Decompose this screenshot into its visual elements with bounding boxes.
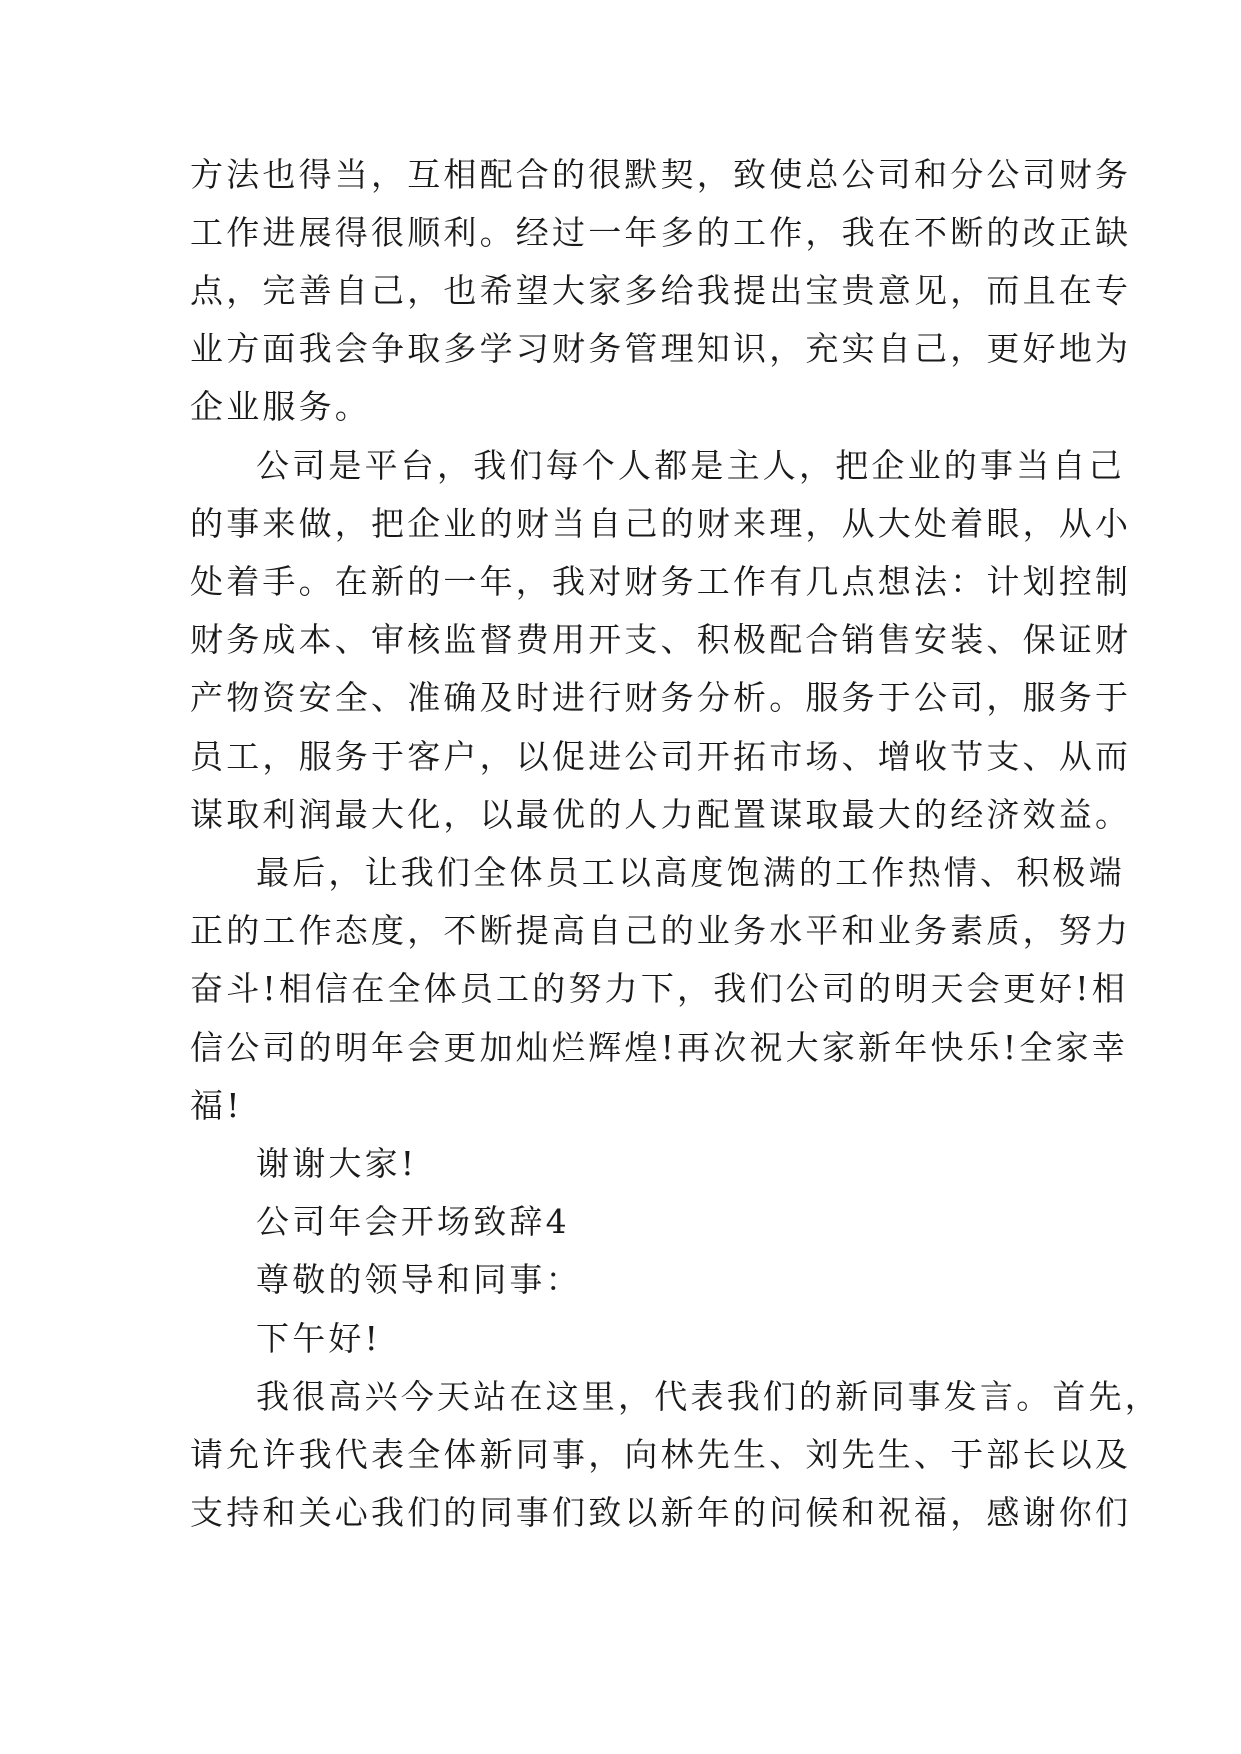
section-title: 公司年会开场致辞4 (256, 1202, 570, 1241)
text-line: 正的工作态度，不断提高自己的业务水平和业务素质，努力 (190, 911, 1132, 950)
text-line: 业方面我会争取多学习财务管理知识，充实自己，更好地为 (190, 329, 1132, 368)
paragraph-first-line: 最后，让我们全体员工以高度饱满的工作热情、积极端 (256, 853, 1125, 892)
text-line: 企业服务。 (190, 387, 371, 426)
text-line: 请允许我代表全体新同事，向林先生、刘先生、于部长以及 (190, 1435, 1132, 1474)
thanks-line: 谢谢大家! (256, 1144, 418, 1183)
text-line: 处着手。在新的一年，我对财务工作有几点想法：计划控制 (190, 562, 1132, 601)
text-line: 奋斗!相信在全体员工的努力下，我们公司的明天会更好!相 (190, 969, 1128, 1008)
text-line: 产物资安全、准确及时进行财务分析。服务于公司，服务于 (190, 678, 1132, 717)
text-line: 支持和关心我们的同事们致以新年的问候和祝福，感谢你们 (190, 1493, 1132, 1532)
text-line: 福! (190, 1086, 243, 1125)
greeting: 下午好! (256, 1319, 382, 1358)
paragraph-first-line: 公司是平台，我们每个人都是主人，把企业的事当自己 (256, 446, 1125, 485)
text-line: 财务成本、审核监督费用开支、积极配合销售安装、保证财 (190, 620, 1132, 659)
text-line: 谋取利润最大化，以最优的人力配置谋取最大的经济效益。 (190, 795, 1132, 834)
text-line: 的事来做，把企业的财当自己的财来理，从大处着眼，从小 (190, 504, 1132, 543)
text-line: 信公司的明年会更加灿烂辉煌!再次祝大家新年快乐!全家幸 (190, 1028, 1128, 1067)
text-line: 方法也得当，互相配合的很默契，致使总公司和分公司财务 (190, 155, 1132, 194)
text-line: 点，完善自己，也希望大家多给我提出宝贵意见，而且在专 (190, 271, 1132, 310)
salutation: 尊敬的领导和同事： (256, 1260, 582, 1299)
text-line: 员工，服务于客户，以促进公司开拓市场、增收节支、从而 (190, 737, 1132, 776)
paragraph-first-line: 我很高兴今天站在这里，代表我们的新同事发言。首先， (256, 1377, 1161, 1416)
text-line: 工作进展得很顺利。经过一年多的工作，我在不断的改正缺 (190, 213, 1132, 252)
